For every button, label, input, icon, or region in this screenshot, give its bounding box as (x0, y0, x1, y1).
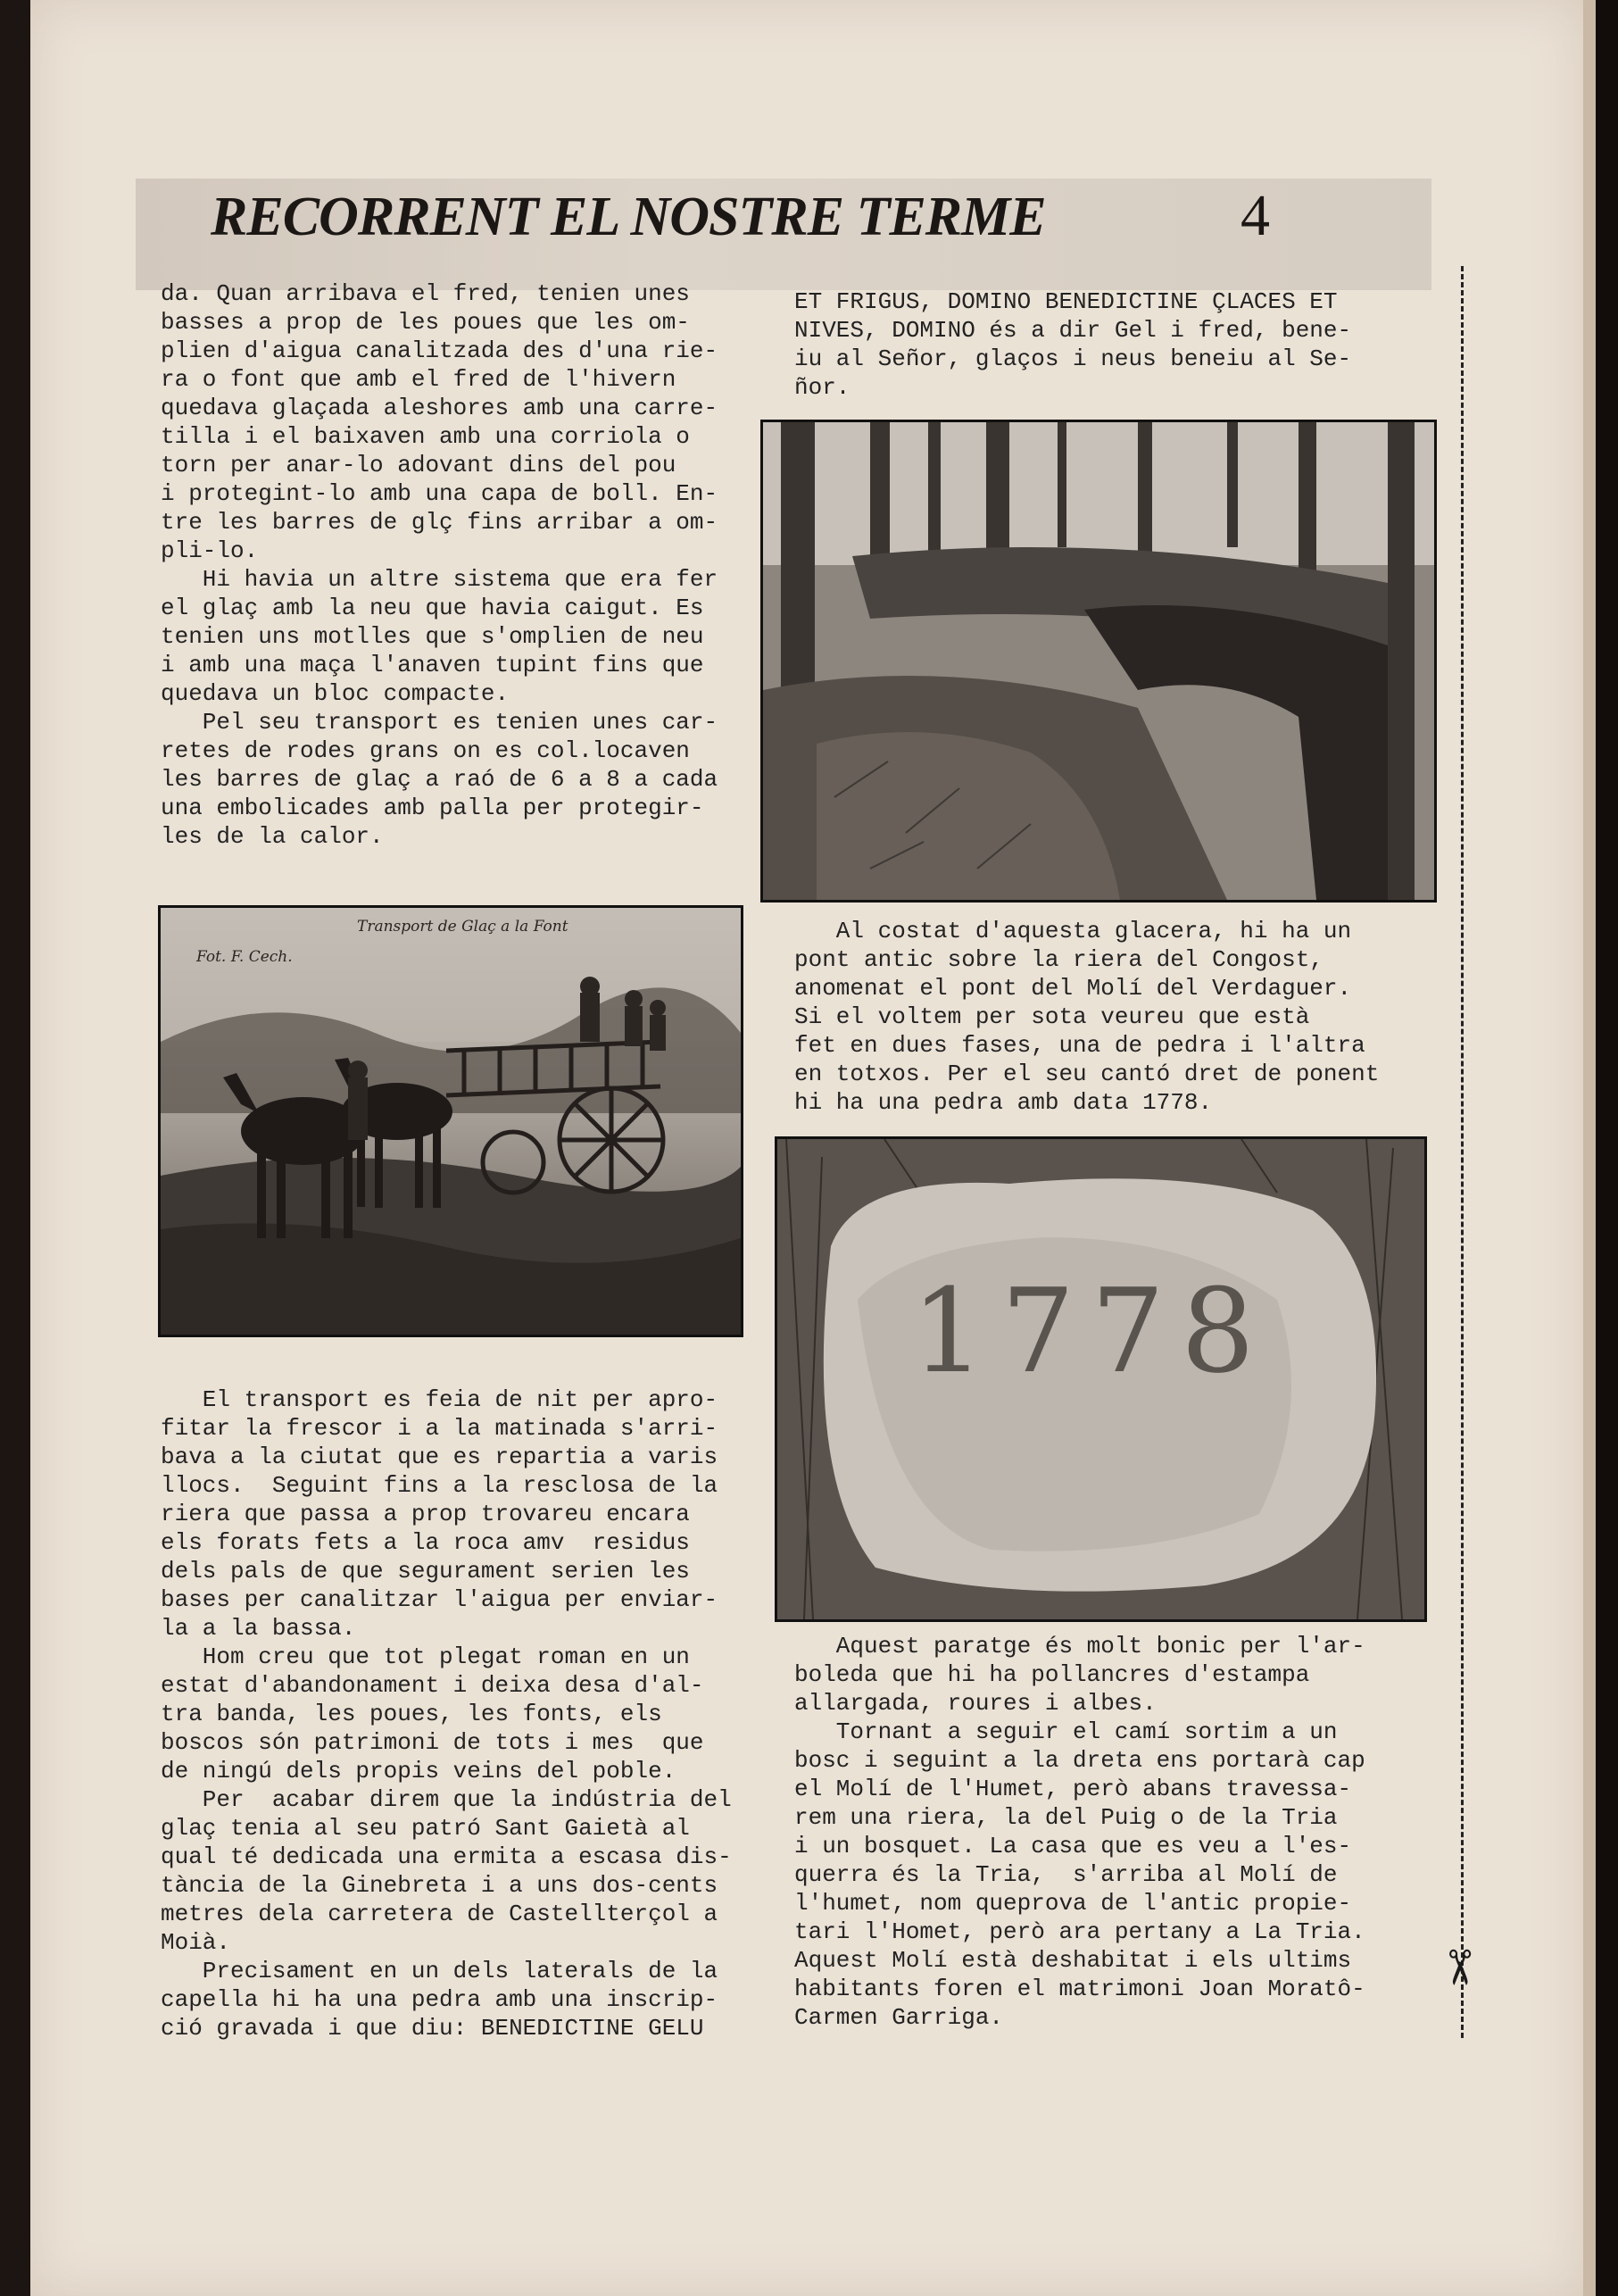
right-middle-text: Al costat d'aquesta glacera, hi ha un pont antic sobre la riera del Congost, anomenat el pont del Molí del Verdaguer. Si el voltem per sota veureu que està fet en dues fases, una de pedra i l'altra en totxos. Per el seu cantó dret de ponent hi ha una pedra amb data 1778. (794, 918, 1380, 1116)
photo-signature: Fot. F. Cech. (196, 948, 293, 966)
inscribed-stone-photo (775, 1136, 1427, 1622)
cut-line (1461, 266, 1464, 2038)
left-bottom-text: El transport es feia de nit per apro- fitar la frescor i a la matinada s'arri- bava a la ciutat que es repartia a varis llocs. Seguint fins a la resclosa de la riera que passa a prop trovareu encara els forats fets a la roca amv residus dels pals de que segurament serien les bases per canalitzar l'aigua per enviar- la a la bassa. Hom creu que tot plegat roman en un estat d'abandonament i deixa desa d'al- tra banda, les poues, les fonts, els boscos són patrimoni de tots i mes que de ningú dels propis veins del poble. Per acabar direm que la indústria del glaç tenia al seu patró Sant Gaietà al qual té dedicada una ermita a escasa dis- tància de la Ginebreta i a uns dos-cents metres dela carretera de Castellterçol a Moià. Precisament en un dels laterals de la capella hi ha una pedra amb una inscrip- ció gravada i que diu: BENEDICTINE GELU (161, 1386, 732, 2042)
scissors-icon: ✂ (1431, 1947, 1488, 1988)
page-number: 4 (1240, 183, 1270, 248)
ice-transport-photo (158, 905, 743, 1337)
bridge-forest-photo (760, 420, 1437, 903)
right-bottom-text: Aquest paratge és molt bonic per l'ar- boleda que hi ha pollancres d'estampa allargada, roures i albes. Tornant a seguir el camí sortim a un bosc i seguint a la dreta ens portarà cap el Molí de l'Humet, però abans travessa- rem una riera, la del Puig o de la Tria i un bosquet. La casa que es veu a l'es- querra és la Tria, s'arriba al Molí de l'humet, nom queprova de l'antic propie- tari l'Homet, però ara pertany a La Tria. Aquest Molí està deshabitat i els ultims habitants foren el matrimoni Joan Moratô- Carmen Garriga. (794, 1633, 1365, 2031)
left-top-text: da. Quan arribava el fred, tenien unes basses a prop de les poues que les om- plien d'aigua canalitzada des d'una rie- ra o font que amb el fred de l'hivern quedava glaçada aleshores amb una carre- tilla i el baixaven amb una corriola o torn per anar-lo adovant dins del pou i protegint-lo amb una capa de boll. En- tre les barres de glç fins arribar a om- pli-lo. Hi havia un altre sistema que era fer el glaç amb la neu que havia caigut. Es tenien uns motlles que s'omplien de neu i amb una maça l'anaven tupint fins que quedava un bloc compacte. Pel seu transport es tenien unes car- retes de rodes grans on es col.locaven les barres de glaç a raó de 6 a 8 a cada una embolicades amb palla per protegir- les de la calor. (161, 280, 718, 850)
photo-caption: Transport de Glaç a la Font (357, 918, 568, 936)
binding-strip (1583, 0, 1596, 2296)
page-title: RECORRENT EL NOSTRE TERME (211, 187, 1046, 247)
background-edge (1596, 0, 1618, 2296)
right-top-text: ET FRIGUS, DOMINO BENEDICTINE ÇLACES ET NIVES, DOMINO és a dir Gel i fred, bene- iu al Señor, glaços i neus beneiu al Se- ñor. (794, 288, 1352, 401)
stone-inscription: 1778 (911, 1263, 1271, 1399)
